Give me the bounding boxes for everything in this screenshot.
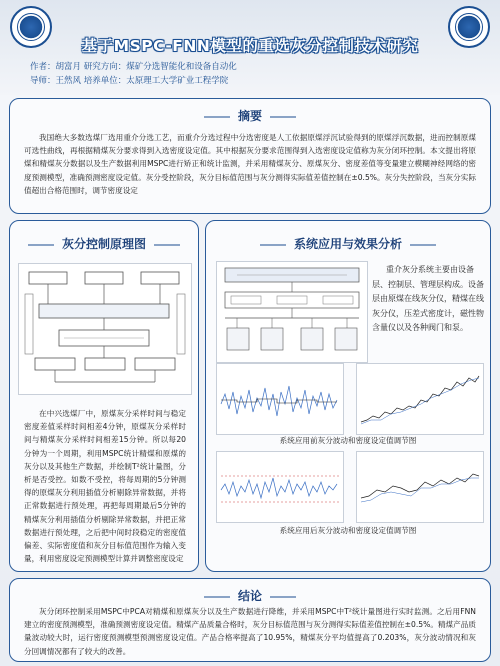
application-panel [205, 220, 491, 572]
chart-after-density [356, 451, 484, 523]
conclusion-text: 灰分闭环控制采用MSPC中PCA对精煤和原煤灰分以及生产数据进行降维，并采用MSPC中T²统计量图进行实时监测。之后用FNN建立的密度预测模型，准确预测密度设定值。精煤产品质量合格时，灰分目标值范围与灰分测得实际值差值控制在±0.5%。精煤产品质量波动较大时，运行密度预测模型预测密度设定值。产品合格率提高了10.95%，精煤灰分平均值提高了0.203%，灰分波动情况和灰分回调情况都有了较大的改善。 [24, 607, 476, 656]
control-principle-title: 灰分控制原理图 [10, 235, 198, 252]
university-logo-right [448, 6, 490, 48]
control-principle-panel [9, 220, 199, 572]
application-title: 系统应用与效果分析 [206, 235, 490, 252]
control-principle-text: 在中兴选煤厂中，原煤灰分采样时间与稳定密度差值采样时间相差4分钟，原煤灰分采样时间与精煤灰分采样时间相差15分钟。所以每20分钟为一个周期，利用MSPC统计精煤和原煤的灰分以及其他生产数据，并绘制T²统计量图，分析是否受控。如数不受控，将每周期的5分钟测得的原煤灰分利用插值分析剔除异常数据，并将正常数据进行预处理，再把每周期最后5分钟的精煤灰分利用插值分析剔除异常数据，并把正常数据进行预处理，之后把中间时段稳定的密度值偏差、实际密度值和灰分目标值范围作为输入变量，利用密度设定预测模型计算并调整密度设定 [24, 409, 186, 564]
conclusion-panel [9, 578, 491, 662]
supervisor-line: 导师：王然风 培养单位：太原理工大学矿业工程学院 [30, 76, 229, 86]
caption-after: 系统应用后灰分波动和密度设定值调节图 [279, 526, 417, 535]
abstract-title: 摘要 [10, 107, 490, 124]
chart-before-ash [216, 363, 344, 435]
poster-title: 基于MSPC-FNN模型的重选灰分控制技术研究 [81, 37, 419, 55]
university-logo-left [10, 6, 52, 48]
header [0, 0, 500, 95]
system-architecture-diagram [216, 261, 368, 363]
caption-before: 系统应用前灰分波动和密度设定值调节图 [279, 436, 417, 445]
chart-after-ash [216, 451, 344, 523]
chart-before-density [356, 363, 484, 435]
author-line: 作者：胡富月 研究方向：煤矿分选智能化和设备自动化 [30, 62, 237, 72]
control-principle-diagram [18, 263, 192, 395]
abstract-panel [9, 98, 491, 214]
system-description: 重介灰分系统主要由设备层、控制层、管理层构成。设备层由原煤在线灰分仪，精煤在线灰分仪，压差式密度计，磁性物含量仪以及各种阀门和泵。 [372, 265, 484, 332]
abstract-text: 我国绝大多数选煤厂选用重介分选工艺，而重介分选过程中分选密度是人工依据原煤浮沉试验得到的原煤浮沉数据，进而控制原煤可选性曲线，再根据精煤灰分要求得到入选密度设定值。其中根据灰分要求范围得到入选密度设定值称为灰分闭环控制。本文提出将原煤和精煤灰分数据以及生产数据利用MSPC进行矫正和统计监测，并采用精煤灰分、原煤灰分、密度差值等变量建立模糊神经网络的密度预测模型，准确预测密度设定值。灰分受控阶段，灰分目标值范围与灰分测得实际值差值控制在±0.5%。灰分失控阶段，当灰分实际值超出合格范围时，调节密度设定 [24, 133, 476, 195]
conclusion-title: 结论 [10, 587, 490, 604]
